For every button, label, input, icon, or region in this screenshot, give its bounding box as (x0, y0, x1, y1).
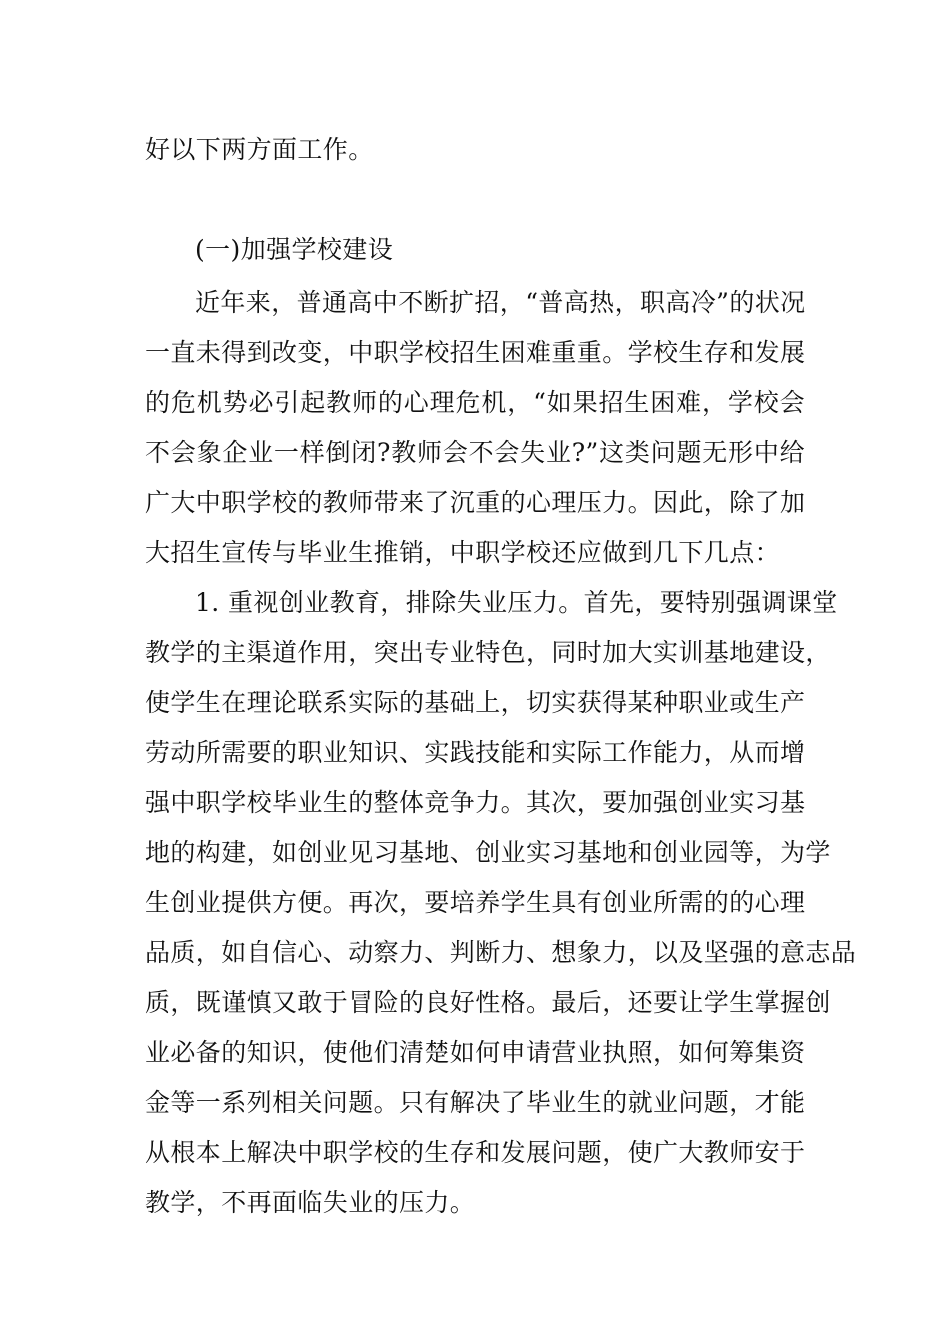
text-line: 使学生在理论联系实际的基础上，切实获得某种职业或生产 (145, 688, 806, 717)
text-line: 近年来，普通高中不断扩招，“普高热，职高冷”的状况 (195, 288, 806, 317)
text-line: 劳动所需要的职业知识、实践技能和实际工作能力，从而增 (145, 738, 806, 767)
text-line: 强中职学校毕业生的整体竞争力。其次，要加强创业实习基 (145, 788, 806, 817)
text-line: 从根本上解决中职学校的生存和发展问题，使广大教师安于 (145, 1138, 806, 1167)
text-line: 大招生宣传与毕业生推销，中职学校还应做到几下几点： (145, 538, 781, 567)
section-heading: (一)加强学校建设 (195, 235, 394, 264)
text-line: 一直未得到改变，中职学校招生困难重重。学校生存和发展 (145, 338, 806, 367)
text-line: 好以下两方面工作。 (145, 135, 374, 164)
text-line: 质，既谨慎又敢于冒险的良好性格。最后，还要让学生掌握创 (145, 988, 831, 1017)
text-line: 广大中职学校的教师带来了沉重的心理压力。因此，除了加 (145, 488, 806, 517)
text-line: 不会象企业一样倒闭?教师会不会失业?”这类问题无形中给 (145, 438, 805, 467)
text-line: 生创业提供方便。再次，要培养学生具有创业所需的的心理 (145, 888, 806, 917)
text-line: 教学，不再面临失业的压力。 (145, 1188, 476, 1217)
text-line: 业必备的知识，使他们清楚如何申请营业执照，如何筹集资 (145, 1038, 806, 1067)
text-line: 金等一系列相关问题。只有解决了毕业生的就业问题，才能 (145, 1088, 806, 1117)
text-line: 教学的主渠道作用，突出专业特色，同时加大实训基地建设， (145, 638, 831, 667)
text-line: 1. 重视创业教育，排除失业压力。首先，要特别强调课堂 (195, 588, 838, 617)
text-line: 的危机势必引起教师的心理危机，“如果招生困难，学校会 (145, 388, 805, 417)
text-line: 地的构建，如创业见习基地、创业实习基地和创业园等，为学 (145, 838, 831, 867)
text-line: 品质，如自信心、动察力、判断力、想象力，以及坚强的意志品 (145, 938, 857, 967)
